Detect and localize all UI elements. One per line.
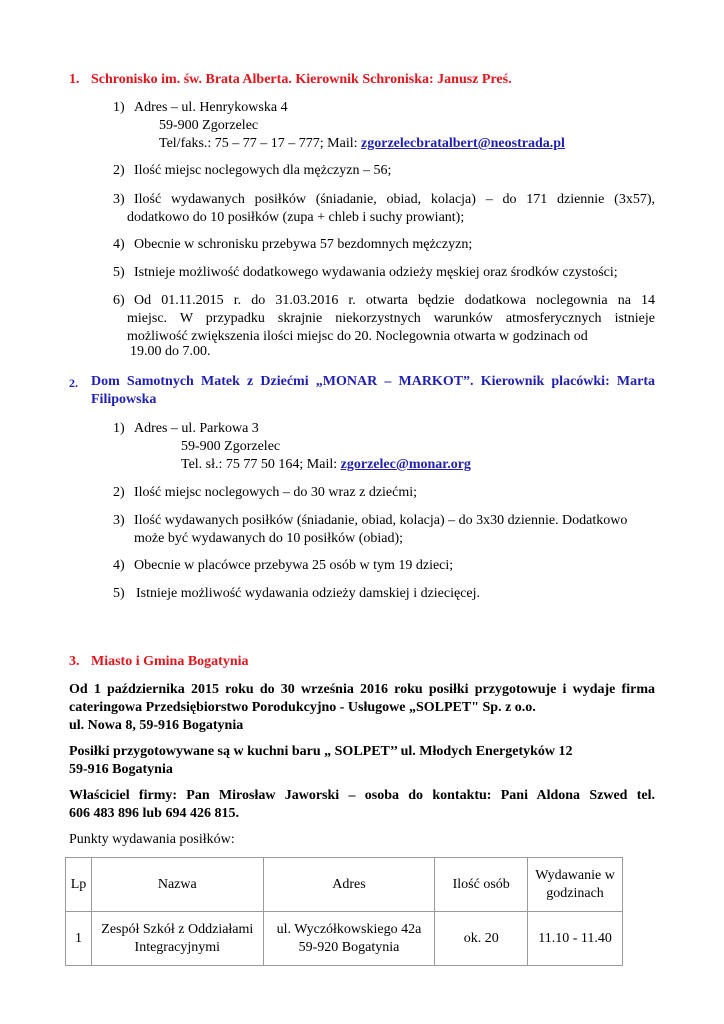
header-lp: Lp: [66, 858, 92, 912]
s1-item2-number: 2): [113, 163, 125, 178]
section1-number: 1.: [69, 72, 80, 87]
header-address: Adres: [263, 858, 435, 912]
s1-item5: Istnieje możliwość dodatkowego wydawania odzieży męskiej oraz środków czystości;: [134, 265, 618, 280]
section1-heading: Schronisko im. św. Brata Alberta. Kierownik Schroniska: Janusz Preś.: [91, 72, 512, 87]
cell-name: Zespół Szkół z Oddziałami Integracyjnymi: [91, 912, 263, 966]
s2-item3-line1: Ilość wydawanych posiłków (śniadanie, obiad, kolacja) – do 3x30 dziennie. Dodatkowo: [134, 513, 628, 528]
section2-number: 2.: [69, 376, 78, 390]
header-persons: Ilość osób: [435, 858, 528, 912]
s1-item3-number: 3): [113, 192, 125, 207]
s2-phone-text: Tel. sł.: 75 77 50 164; Mail:: [181, 457, 341, 472]
s3-para3-line2: 606 483 896 lub 694 426 815.: [69, 806, 239, 821]
cell-lp: 1: [66, 912, 92, 966]
s2-item5: Istnieje możliwość wydawania odzieży damskiej i dziecięcej.: [136, 586, 481, 601]
s3-para1-line2: cateringowa Przedsiębiorstwo Porodukcyjno - Usługowe „SOLPET" Sp. z o.o.: [69, 700, 536, 715]
s2-postal-code: 59-900 Zgorzelec: [181, 439, 281, 454]
s1-item6-line3: możliwość zwiększenia ilości miejsc do 20. Noclegownia otwarta w godzinach od: [127, 329, 588, 344]
s1-item3-line1: Ilość wydawanych posiłków (śniadanie, obiad, kolacja) – do 171 dziennie (3x57),: [134, 192, 655, 207]
meal-points-table: [65, 857, 623, 966]
s3-para1-line3: ul. Nowa 8, 59-916 Bogatynia: [69, 718, 244, 733]
s2-item3-line2: może być wydawanych do 10 posiłków (obiad);: [134, 531, 404, 546]
header-hours: Wydawanie w godzinach: [528, 858, 623, 912]
cell-persons: ok. 20: [435, 912, 528, 966]
s2-address-line: Adres – ul. Parkowa 3: [134, 421, 259, 436]
s3-para1-line1: Od 1 października 2015 roku do 30 września 2016 roku posiłki przygotowuje i wydaje firma: [69, 682, 655, 697]
section3-heading: Miasto i Gmina Bogatynia: [91, 654, 249, 669]
s2-item4: Obecnie w placówce przebywa 25 osób w tym 19 dzieci;: [134, 558, 454, 573]
s1-address-line: Adres – ul. Henrykowska 4: [134, 100, 288, 115]
s3-points-label: Punkty wydawania posiłków:: [69, 832, 235, 847]
s2-item5-number: 5): [113, 586, 125, 601]
s1-item6-line1: Od 01.11.2015 r. do 31.03.2016 r. otwarta będzie dodatkowa noclegownia na 14: [134, 293, 655, 308]
s1-item3-line2: dodatkowo do 10 posiłków (zupa + chleb i suchy prowiant);: [127, 210, 465, 225]
table-row: [66, 912, 623, 966]
s2-item3-number: 3): [113, 513, 125, 528]
s2-item4-number: 4): [113, 558, 125, 573]
section2-heading-line2: Filipowska: [91, 392, 157, 407]
s1-postal-code: 59-900 Zgorzelec: [159, 118, 259, 133]
s2-item2: Ilość miejsc noclegowych – do 30 wraz z dziećmi;: [134, 485, 418, 500]
s1-address-number: 1): [113, 100, 125, 115]
table-header-row: [66, 858, 623, 912]
s1-item4: Obecnie w schronisku przebywa 57 bezdomnych mężczyzn;: [134, 237, 473, 252]
s1-phone-text: Tel/faks.: 75 – 77 – 17 – 777; Mail:: [159, 136, 362, 151]
s1-item6-line4: 19.00 do 7.00.: [130, 344, 211, 359]
s1-phone-line: [159, 135, 565, 153]
s1-item2: Ilość miejsc noclegowych dla mężczyzn – 56;: [134, 163, 392, 178]
s3-para2-line1: Posiłki przygotowywane są w kuchni baru „ SOLPET’’ ul. Młodych Energetyków 12: [69, 744, 573, 759]
s1-email-link[interactable]: zgorzelecbratalbert@neostrada.pl: [361, 136, 565, 151]
s2-email-link[interactable]: zgorzelec@monar.org: [340, 457, 471, 472]
s2-phone-line: [181, 456, 471, 474]
s2-address-number: 1): [113, 421, 125, 436]
s1-item4-number: 4): [113, 237, 125, 252]
s3-para3-line1: Właściciel firmy: Pan Mirosław Jaworski – osoba do kontaktu: Pani Aldona Szwed tel.: [69, 788, 655, 803]
section2-heading-line1: Dom Samotnych Matek z Dziećmi „MONAR – MARKOT”. Kierownik placówki: Marta: [91, 374, 655, 389]
s1-item6-line2: miejsc. W przypadku skrajnie niekorzystnych warunków atmosferycznych istnieje: [127, 311, 655, 326]
header-name: Nazwa: [91, 858, 263, 912]
s1-item5-number: 5): [113, 265, 125, 280]
cell-address: ul. Wyczółkowskiego 42a 59-920 Bogatynia: [263, 912, 435, 966]
s3-para2-line2: 59-916 Bogatynia: [69, 762, 173, 777]
section3-number: 3.: [69, 654, 80, 669]
s1-item6-number: 6): [113, 293, 125, 308]
cell-hours: 11.10 - 11.40: [528, 912, 623, 966]
s2-item2-number: 2): [113, 485, 125, 500]
